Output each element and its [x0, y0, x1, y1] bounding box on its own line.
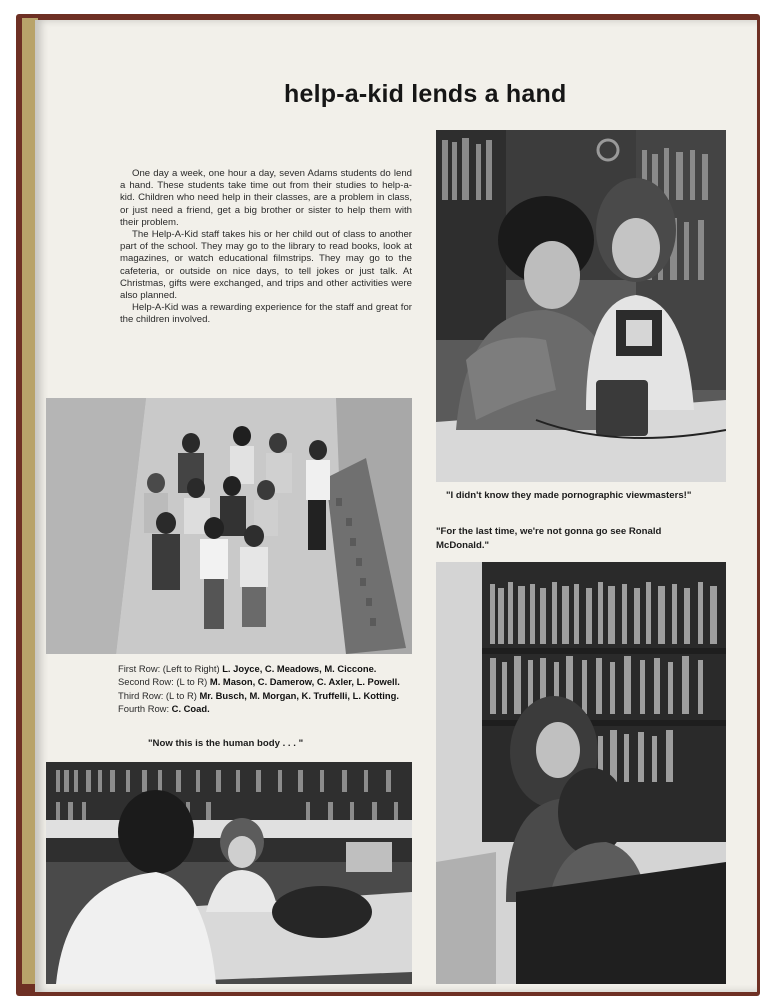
page-title: help-a-kid lends a hand: [284, 80, 567, 108]
caption-row3-label: Third Row: (L to R): [118, 689, 197, 701]
caption-row3-names: Mr. Busch, M. Morgan, K. Truffelli, L. Kotting.: [199, 689, 399, 701]
article-paragraph: The Help-A-Kid staff takes his or her child out of class to another part of the school. They may go to the library to read books, look at magazines, or watch educational filmstrips. They may go to the cafeteria, or outside on nice days, to tell jokes or just talk. At Christmas, gifts were exchanged, and trips and other activities were also planned.: [120, 229, 412, 302]
article-paragraph: One day a week, one hour a day, seven Adams students do lend a hand. These students take time out from their studies to help-a-kid. Children who need help in their classes, are a problem in class, or just need a friend, get a big brother or sister to help them with their problem.: [120, 168, 412, 228]
photo-viewmaster: [436, 130, 726, 482]
caption-row1-label: First Row: (Left to Right): [118, 663, 220, 674]
article-body: [120, 168, 412, 327]
caption-row2-names: M. Mason, C. Damerow, C. Axler, L. Powell.: [209, 676, 400, 688]
caption-row4-names: C. Coad.: [171, 703, 210, 715]
caption-row4-label: Fourth Row:: [118, 703, 170, 715]
caption-row1-names: L. Joyce, C. Meadows, M. Ciccone.: [222, 663, 377, 674]
quote-ronald-line2: McDonald.": [436, 540, 490, 551]
photo-bookshelves: [436, 562, 726, 984]
caption-row2-label: Second Row: (L to R): [118, 676, 208, 688]
group-photo-caption: [118, 662, 410, 716]
photo-library-table: [46, 762, 412, 984]
quote-viewmaster: "I didn't know they made pornographic viewmasters!": [446, 490, 692, 501]
quote-human-body: "Now this is the human body . . . ": [148, 738, 304, 749]
photo-group-staircase: [46, 398, 412, 654]
article-paragraph: Help-A-Kid was a rewarding experience for the staff and great for the children involved.: [120, 302, 412, 326]
quote-ronald-line1: "For the last time, we're not gonna go see Ronald: [436, 526, 662, 537]
